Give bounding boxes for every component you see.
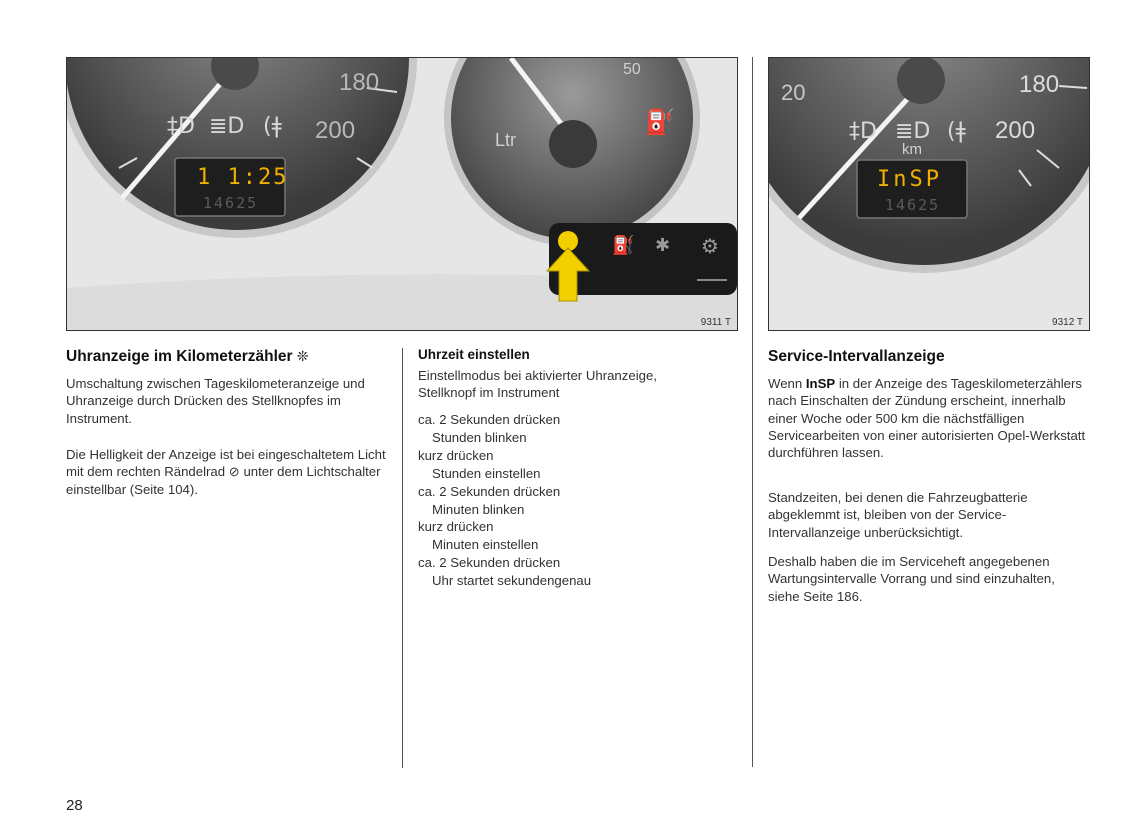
clock-heading-text: Uhranzeige im Kilometerzähler — [66, 348, 293, 365]
speed-label-180: 180 — [339, 69, 380, 96]
column-divider — [402, 348, 403, 768]
headlight-icon: ≣D — [209, 114, 245, 139]
clock-section-heading — [66, 348, 309, 366]
odometer-readout: 14625 — [203, 194, 259, 212]
step-item: Minuten blinken — [432, 501, 525, 517]
fuel-unit-label: Ltr — [495, 130, 517, 150]
clock-readout: 1 1:25 — [197, 165, 289, 190]
fuel-scale-50: 50 — [623, 61, 641, 78]
fog-light-icon: ‡D — [849, 119, 877, 144]
brightness-paragraph: Die Helligkeit der Anzeige ist bei eingeschaltetem Licht mit dem rechten Rändelrad ⊘ unter dem Lichtschalter einstellbar (Seite 104). — [66, 447, 386, 497]
service-para-prefix: Wenn — [768, 376, 806, 391]
fuel-pump-icon: ⛽ — [645, 108, 675, 136]
service-display-illustration — [769, 58, 1089, 330]
page-number: 28 — [66, 797, 83, 814]
set-time-intro: Einstellmodus bei aktivierter Uhranzeige, Stellknopf im Instrument — [418, 368, 657, 401]
step-item: Minuten einstellen — [432, 537, 539, 553]
headlight-icon: ≣D — [895, 119, 931, 144]
brake-warning-icon: ⚙ — [701, 234, 719, 258]
step-item: ca. 2 Sekunden drücken — [418, 412, 561, 427]
km-unit-label: km — [902, 141, 922, 158]
speed-label-200: 200 — [995, 117, 1036, 144]
clock-toggle-paragraph: Umschaltung zwischen Tageskilometeranzeige und Uhranzeige durch Drücken des Stellknopfes im Instrument. — [66, 376, 365, 426]
set-time-steps — [418, 411, 591, 590]
step-item: ca. 2 Sekunden drücken — [418, 555, 561, 571]
step-item: ca. 2 Sekunden drücken — [418, 483, 561, 499]
service-code-text: InSP — [805, 376, 836, 391]
service-paragraph-1 — [768, 375, 1088, 461]
instrument-cluster-figure — [66, 57, 738, 331]
speed-label-200: 200 — [315, 117, 356, 144]
step-item: Uhr startet sekundengenau — [432, 573, 592, 589]
step-item: Stunden blinken — [432, 429, 527, 445]
rear-fog-icon: (ǂ — [947, 119, 966, 144]
service-paragraph-3: Deshalb haben die im Serviceheft angegebenen Wartungsintervalle Vorrang und sind einzuhalten, siehe Seite 186. — [768, 554, 1055, 604]
rear-fog-icon: (ǂ — [263, 114, 282, 139]
figure-reference: 9311 T — [700, 317, 731, 328]
speed-label-180: 180 — [1019, 71, 1060, 98]
fuel-warning-icon: ⛽ — [612, 235, 635, 256]
set-time-heading: Uhrzeit einstellen — [418, 347, 530, 362]
service-paragraph-2: Standzeiten, bei denen die Fahrzeugbatterie abgeklemmt ist, bleiben von der Service-Intervallanzeige unberücksichtigt. — [768, 490, 1028, 540]
service-para-rest: in der Anzeige des Tageskilometerzählers nach Einschalten der Zündung erscheint, innerhalb einer Woche oder 500 km die nächstfälligen Servicearbeiten von einer autorisierten Opel-Werkstatt durchführen lassen. — [768, 376, 1086, 461]
service-section-heading: Service-Intervallanzeige — [768, 348, 945, 365]
service-display-figure — [768, 57, 1090, 331]
speed-label-20: 20 — [781, 80, 806, 105]
instrument-cluster-illustration — [67, 58, 737, 330]
column-divider — [752, 57, 753, 767]
step-item: kurz drücken — [418, 447, 494, 463]
airbag-icon: ✱ — [655, 235, 671, 256]
option-symbol-icon: ❊ — [296, 349, 309, 365]
figure-reference: 9312 T — [1052, 317, 1083, 328]
odometer-readout: 14625 — [885, 196, 941, 214]
step-item: Stunden einstellen — [432, 465, 541, 481]
fog-light-icon: ‡D — [167, 114, 195, 139]
service-readout: InSP — [877, 167, 942, 192]
step-item: kurz drücken — [418, 519, 494, 535]
